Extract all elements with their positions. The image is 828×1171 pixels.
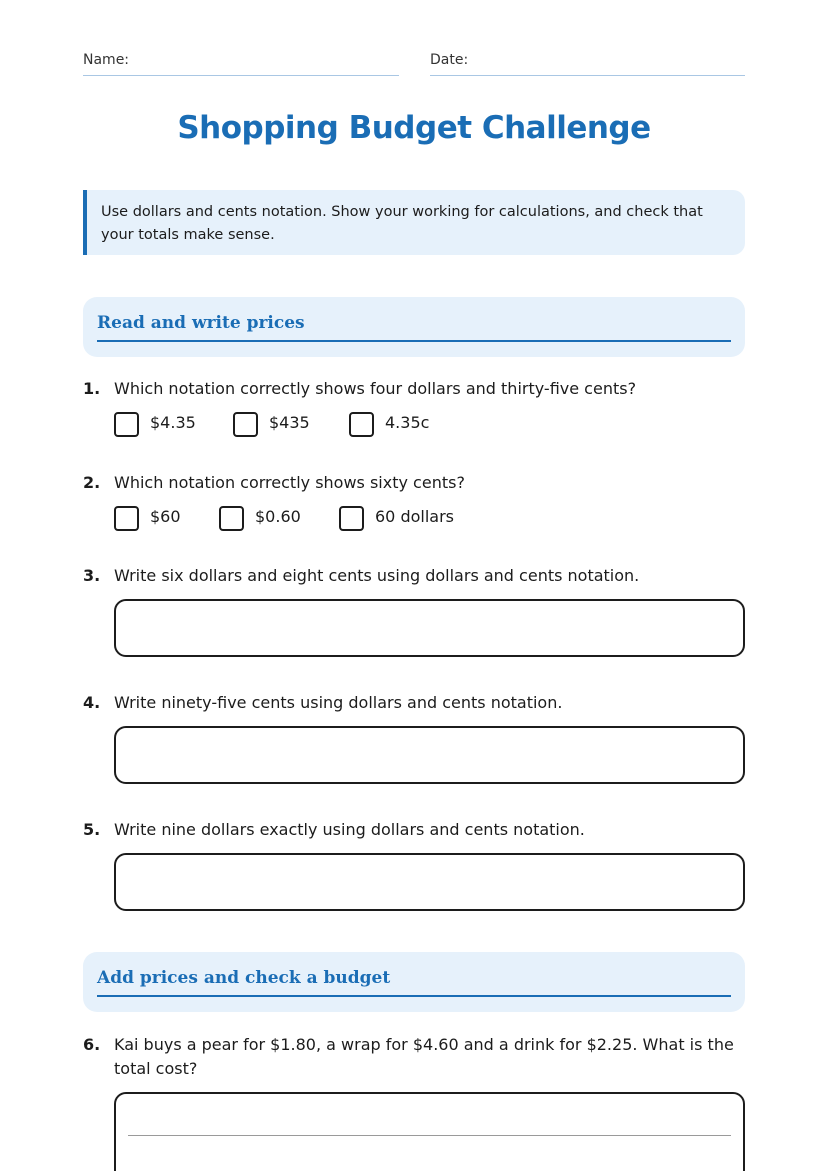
- answer-box[interactable]: [114, 599, 745, 657]
- question-number: 4.: [83, 693, 101, 712]
- instructions-panel: [83, 190, 745, 255]
- working-box[interactable]: [114, 1092, 745, 1171]
- section-rule: [97, 340, 731, 342]
- option-label: 60 dollars: [375, 507, 454, 526]
- question-number: 5.: [83, 820, 101, 839]
- question-text: Which notation correctly shows four dollars and thirty-five cents?: [114, 379, 637, 398]
- question-text: Write ninety-five cents using dollars and cents notation.: [114, 693, 563, 712]
- question-number: 1.: [83, 379, 101, 398]
- name-label: Name:: [83, 52, 130, 68]
- section-header-add-prices: [83, 952, 745, 1012]
- checkbox[interactable]: [349, 412, 374, 437]
- date-label: Date:: [430, 52, 469, 68]
- section-title: Add prices and check a budget: [97, 968, 391, 988]
- date-field[interactable]: [430, 52, 745, 68]
- page-title: Shopping Budget Challenge: [177, 110, 651, 146]
- name-field[interactable]: [83, 52, 399, 68]
- checkbox[interactable]: [339, 506, 364, 531]
- question-number: 2.: [83, 473, 101, 492]
- question-number: 3.: [83, 566, 101, 585]
- checkbox[interactable]: [233, 412, 258, 437]
- question-number: 6.: [83, 1035, 101, 1054]
- question-text: Kai buys a pear for $1.80, a wrap for $4.60 and a drink for $2.25. What is the total cost?: [114, 1035, 734, 1078]
- date-line: [430, 75, 745, 76]
- option-label: $60: [150, 507, 181, 526]
- question-text: Write nine dollars exactly using dollars and cents notation.: [114, 820, 585, 839]
- section-title: Read and write prices: [97, 313, 305, 333]
- answer-box[interactable]: [114, 726, 745, 784]
- question-text: Which notation correctly shows sixty cents?: [114, 473, 465, 492]
- question-text: Write six dollars and eight cents using dollars and cents notation.: [114, 566, 640, 585]
- option-label: $435: [269, 413, 310, 432]
- checkbox[interactable]: [114, 412, 139, 437]
- checkbox[interactable]: [219, 506, 244, 531]
- section-header-read-write: [83, 297, 745, 357]
- checkbox[interactable]: [114, 506, 139, 531]
- instructions-text: Use dollars and cents notation. Show your working for calculations, and check that your totals make sense.: [101, 204, 703, 243]
- section-rule: [97, 995, 731, 997]
- name-line: [83, 75, 399, 76]
- option-label: 4.35c: [385, 413, 430, 432]
- option-label: $4.35: [150, 413, 196, 432]
- answer-box[interactable]: [114, 853, 745, 911]
- writing-line: [128, 1135, 731, 1136]
- option-label: $0.60: [255, 507, 301, 526]
